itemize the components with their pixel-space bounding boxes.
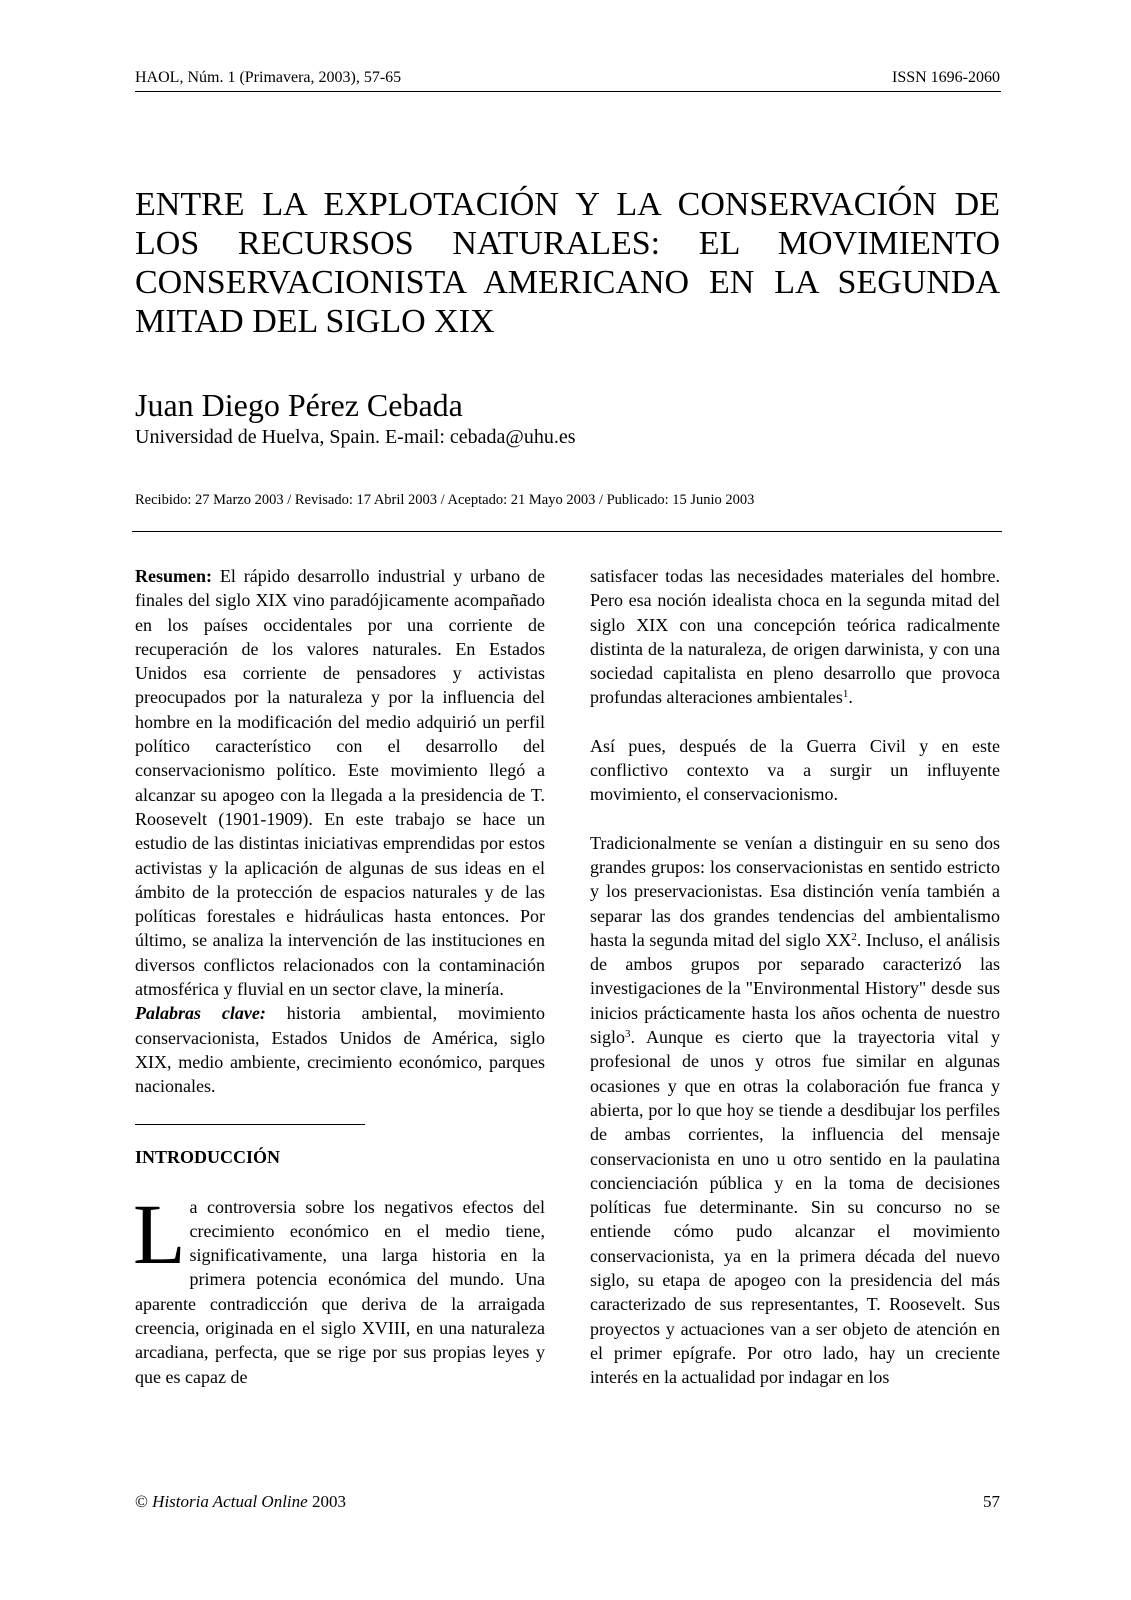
header-rule [135, 91, 1001, 92]
abstract [135, 564, 545, 1001]
footer-year: 2003 [307, 1492, 346, 1511]
footnote-ref-3[interactable]: 3 [625, 1028, 631, 1041]
running-header [135, 68, 1000, 88]
metadata-rule [132, 531, 1002, 532]
paragraph-3-text-a: Tradicionalmente se venían a distinguir en su seno dos grandes grupos: los conservacionistas en sentido estricto y los preservacionistas. Esa distinción venía también a separar las dos grandes tendencias del ambientalismo hasta la segunda mitad del siglo XX [590, 832, 1000, 950]
keywords-text: historia ambiental, movimiento conservacionista, Estados Unidos de América, siglo XIX, medio ambiente, crecimiento económico, parques nacionales. [135, 1003, 545, 1097]
intro-text: a controversia sobre los negativos efectos del crecimiento económico en el medio tiene, significativamente, una larga historia en la primera potencia económica del mundo. Una aparente contradicción que deriva de la arraigada creencia, originada en el siglo XVIII, en una naturaleza arcadiana, perfecta, que se rige por sus propias leyes y que es capaz de [135, 1196, 545, 1387]
paragraph-1-text: satisfacer todas las necesidades materiales del hombre. Pero esa noción idealista choca en la segunda mitad del siglo XIX con una concepción teórica radicalmente distinta de la naturaleza, de origen darwinista, y con una sociedad capitalista en pleno desarrollo que provoca profundas alteraciones ambientales [590, 566, 1000, 708]
article-title: ENTRE LA EXPLOTACIÓN Y LA CONSERVACIÓN DE LOS RECURSOS NATURALES: EL MOVIMIENTO CONSERVACIONISTA AMERICANO EN LA SEGUNDA MITAD DEL SIGLO XIX [135, 186, 1000, 340]
journal-name: Historia Actual Online [152, 1492, 308, 1511]
paragraph-3 [590, 831, 1000, 1390]
left-column [135, 564, 545, 1389]
page-number: 57 [983, 1492, 1000, 1511]
paragraph-3-text-c: . Aunque es cierto que la trayectoria vital y profesional de unos y otros fue similar en algunas ocasiones y que en otras la colaboración fue franca y abierta, por lo que hoy se tiende a desdibujar los perfiles de ambas corrientes, la influencia del mensaje conservacionista en uno u otro sentido en la paulatina concienciación pública y en la toma de decisiones políticas fue determinante. Sin su concurso no se entiende cómo pudo alcanzar el movimiento conservacionista, ya en la primera década del nuevo siglo, su etapa de apogeo con la presidencia del más caracterizado de sus representantes, T. Roosevelt. Sus proyectos y actuaciones van a ser objeto de atención en el primer epígrafe. Por otro lado, hay un creciente interés en la actualidad por indagar en los [590, 1027, 1000, 1388]
footnote-rule [135, 1124, 365, 1125]
page-footer [135, 1491, 1000, 1513]
copyright-symbol: © [135, 1492, 153, 1511]
section-heading: INTRODUCCIÓN [135, 1146, 281, 1167]
header-issn: ISSN 1696-2060 [891, 69, 1000, 86]
abstract-text: El rápido desarrollo industrial y urbano de finales del siglo XIX vino paradójicamente acompañado en los países occidentales por una corriente de recuperación de los valores naturales. En Estados Unidos esa corriente de pensadores y activistas preocupados por la naturaleza y por la influencia del hombre en la modificación del medio adquirió un perfil político característico con el desarrollo del conservacionismo político. Este movimiento llegó a alcanzar su apogeo con la llegada a la presidencia de T. Roosevelt (1901-1909). En este trabajo se hace un estudio de las distintas iniciativas emprendidas por estos activistas y la aplicación de algunas de sus ideas en el ámbito de la protección de espacios naturales y de las políticas forestales e hidráulicas hasta entonces. Por último, se analiza la intervención de las instituciones en diversos conflictos relacionados con la contaminación atmosférica y fluvial en un sector clave, la minería. [135, 566, 545, 1000]
author-affiliation: Universidad de Huelva, Spain. E-mail: cebada@uhu.es [135, 426, 576, 448]
author-name: Juan Diego Pérez Cebada [135, 387, 463, 423]
keywords-label: Palabras clave: [135, 1003, 266, 1024]
publication-dates: Recibido: 27 Marzo 2003 / Revisado: 17 Abril 2003 / Aceptado: 21 Mayo 2003 / Publicado: 15 Junio 2003 [135, 492, 755, 508]
intro-paragraph [133, 1185, 545, 1389]
footnote-ref-1[interactable]: 1 [842, 688, 849, 701]
paragraph-2: Así pues, después de la Guerra Civil y en este conflictivo contexto va a surgir un influyente movimiento, el conservacionismo. [590, 735, 1000, 805]
paragraph-1-end: . [848, 687, 853, 708]
footnote-ref-2[interactable]: 2 [851, 930, 857, 943]
paragraph-3-text-b: . Incluso, el análisis de ambos grupos por separado caracterizó las investigaciones de la "Environmental History" desde sus inicios prácticamente hasta los años ochenta de nuestro siglo [590, 929, 1000, 1048]
right-column [590, 564, 1000, 1390]
drop-cap: L [133, 1185, 186, 1282]
footer-copyright [135, 1491, 346, 1513]
paragraph-1 [590, 564, 1000, 710]
keywords [135, 1001, 545, 1098]
header-citation: HAOL, Núm. 1 (Primavera, 2003), 57-65 [135, 69, 402, 86]
abstract-label: Resumen: [135, 566, 212, 586]
